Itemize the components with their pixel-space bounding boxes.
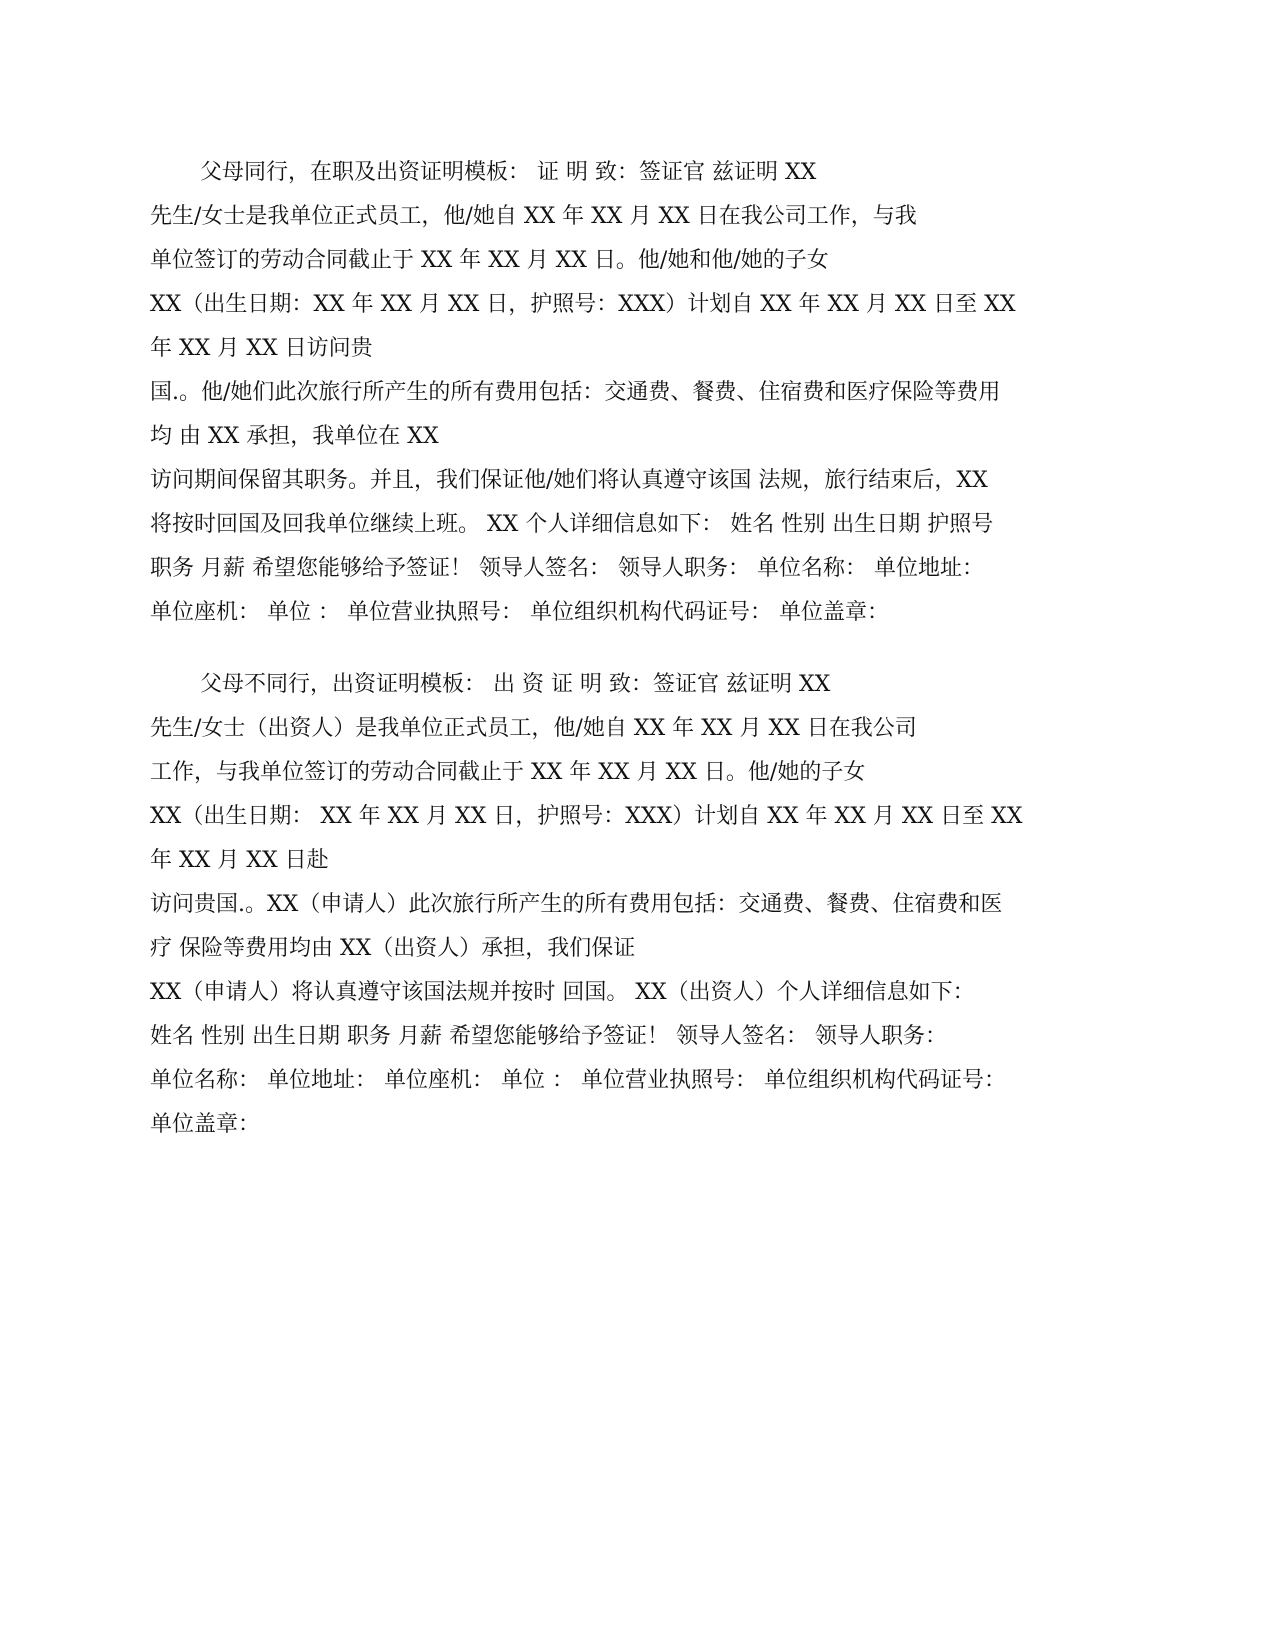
paragraph-line: 单位盖章： (150, 1112, 261, 1137)
paragraph-line: 将按时回国及回我单位继续上班。 XX 个人详细信息如下： 姓名 性别 出生日期 护照号 (150, 512, 994, 537)
paragraph-line: 疗 保险等费用均由 XX（出资人）承担，我们保证 (150, 936, 636, 961)
paragraph-line: XX（出生日期： XX 年 XX 月 XX 日，护照号：XXX）计划自 XX 年 XX 月 XX 日至 XX (150, 804, 1023, 829)
paragraph-line: 父母同行，在职及出资证明模板： 证 明 致：签证官 兹证明 XX (200, 160, 817, 185)
paragraph-line: 单位签订的劳动合同截止于 XX 年 XX 月 XX 日。他/她和他/她的子女 (150, 248, 829, 273)
paragraph-line: 访问贵国.。XX（申请人）此次旅行所产生的所有费用包括：交通费、餐费、住宿费和医 (150, 892, 1003, 917)
paragraph-line: XX（申请人）将认真遵守该国法规并按时 回国。 XX（出资人）个人详细信息如下： (150, 980, 975, 1005)
paragraph-line: 单位名称： 单位地址： 单位座机： 单位 ： 单位营业执照号： 单位组织机构代码证号： (150, 1068, 1006, 1093)
paragraph-line: 父母不同行，出资证明模板： 出 资 证 明 致：签证官 兹证明 XX (200, 672, 831, 697)
paragraph-line: 年 XX 月 XX 日访问贵 (150, 336, 373, 361)
paragraph-line: 年 XX 月 XX 日赴 (150, 848, 329, 873)
paragraph-line: 国.。他/她们此次旅行所产生的所有费用包括：交通费、餐费、住宿费和医疗保险等费用 (150, 380, 1001, 405)
paragraph-line: 工作，与我单位签订的劳动合同截止于 XX 年 XX 月 XX 日。他/她的子女 (150, 760, 866, 785)
paragraph-line: 先生/女士是我单位正式员工，他/她自 XX 年 XX 月 XX 日在我公司工作，与我 (150, 204, 917, 229)
paragraph-line: 先生/女士（出资人）是我单位正式员工，他/她自 XX 年 XX 月 XX 日在我公司 (150, 716, 917, 741)
paragraph-line: 姓名 性别 出生日期 职务 月薪 希望您能够给予签证！ 领导人签名： 领导人职务： (150, 1024, 947, 1049)
paragraph-line: 访问期间保留其职务。并且，我们保证他/她们将认真遵守该国 法规，旅行结束后，XX (150, 468, 988, 493)
paragraph-line: 均 由 XX 承担，我单位在 XX (150, 424, 439, 449)
paragraph-line: 职务 月薪 希望您能够给予签证！ 领导人签名： 领导人职务： 单位名称： 单位地址： (150, 556, 984, 581)
paragraph-line: 单位座机： 单位 ： 单位营业执照号： 单位组织机构代码证号： 单位盖章： (150, 600, 889, 625)
paragraph-line: XX（出生日期：XX 年 XX 月 XX 日，护照号：XXX）计划自 XX 年 XX 月 XX 日至 XX (150, 292, 1016, 317)
